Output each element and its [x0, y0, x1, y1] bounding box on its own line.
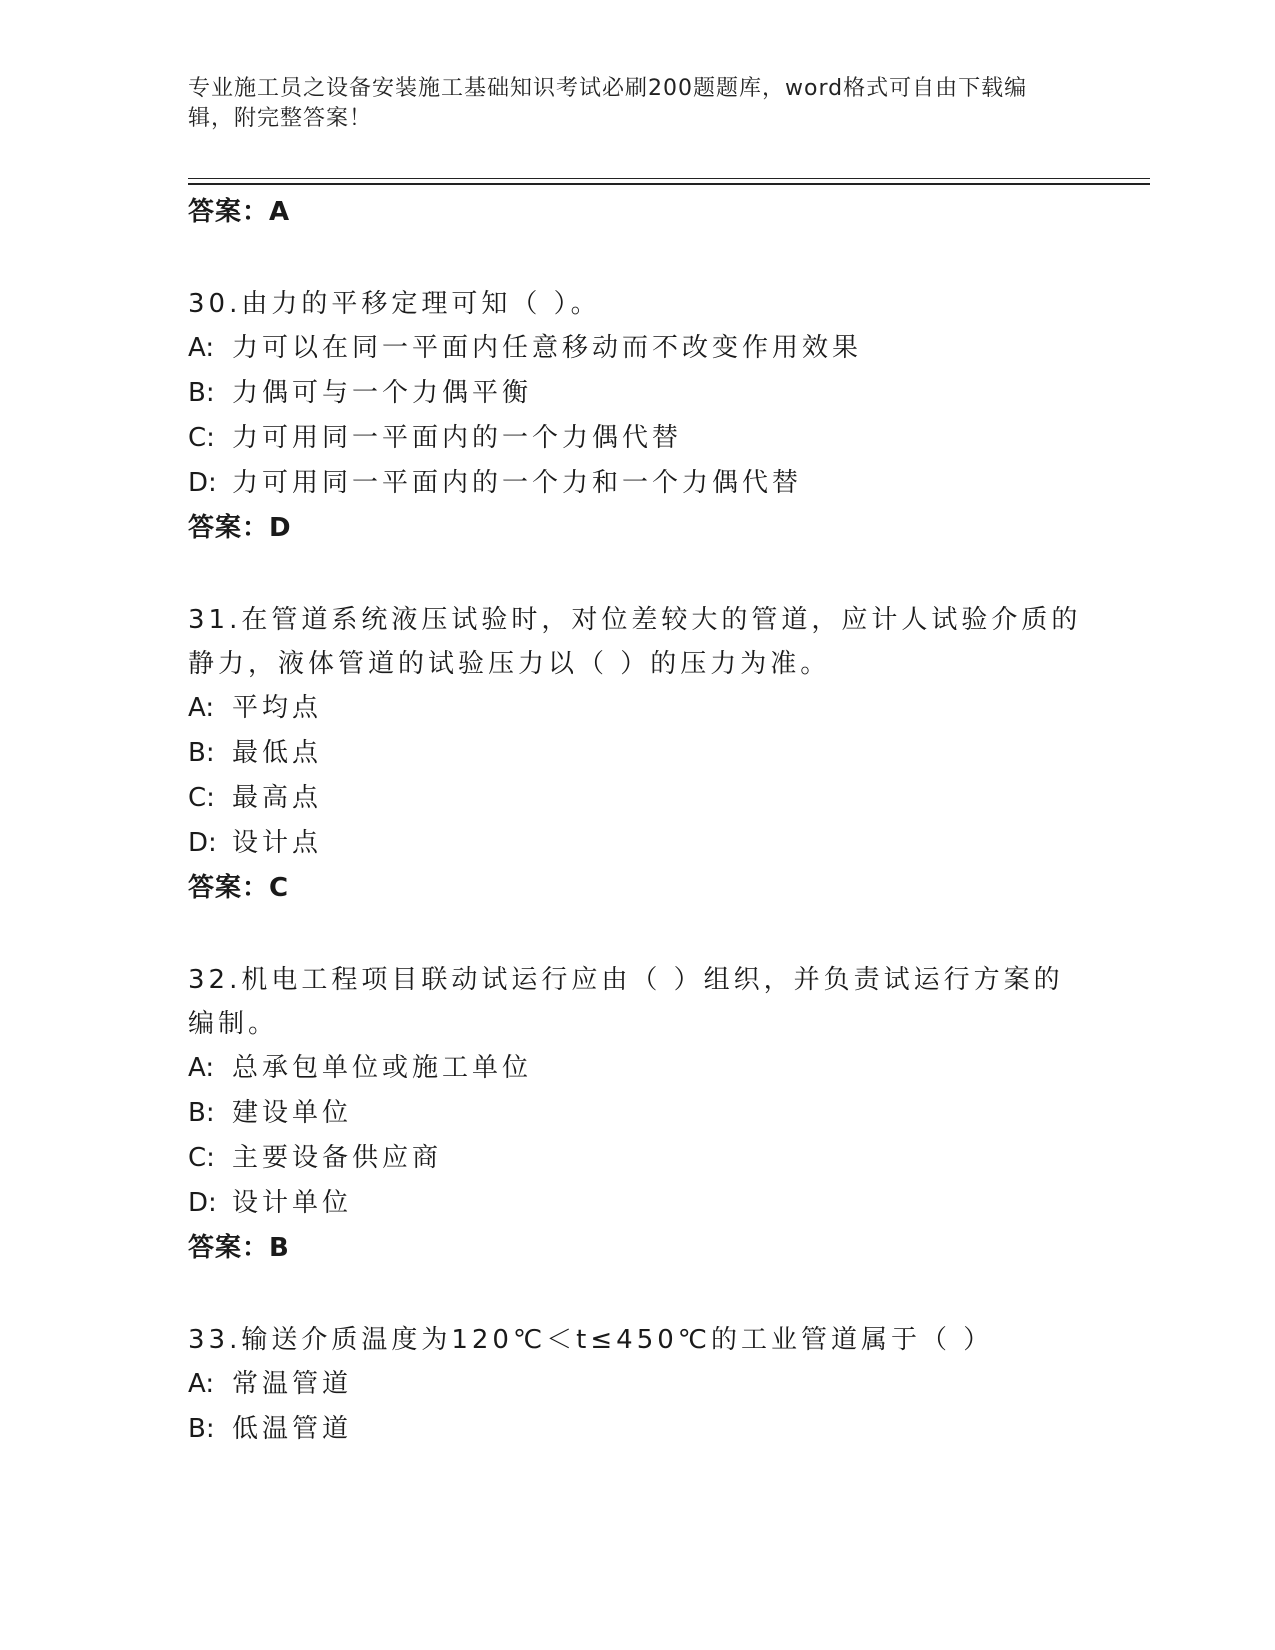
option-text: 低温管道	[232, 1414, 353, 1444]
previous-answer: 答案：A	[188, 197, 291, 227]
question-32	[188, 958, 1088, 1270]
question-stem: 32.机电工程项目联动试运行应由（ ）组织，并负责试运行方案的编制。	[188, 965, 1064, 1039]
option-text: 常温管道	[232, 1369, 353, 1399]
question-stem: 33.输送介质温度为120℃＜t≤450℃的工业管道属于（ ）	[188, 1325, 994, 1355]
option-a	[188, 1362, 1088, 1407]
header-rule-thin	[188, 178, 1150, 179]
question-33	[188, 1318, 1088, 1452]
option-c	[188, 416, 1088, 461]
option-letter: B:	[188, 378, 215, 408]
option-letter: A:	[188, 1053, 215, 1083]
option-text: 主要设备供应商	[232, 1143, 443, 1173]
option-text: 力偶可与一个力偶平衡	[232, 378, 533, 408]
option-letter: A:	[188, 693, 215, 723]
option-text: 最低点	[232, 738, 323, 768]
option-c	[188, 1136, 1088, 1181]
answer: 答案：C	[188, 873, 290, 903]
option-letter: D:	[188, 468, 217, 498]
option-text: 建设单位	[232, 1098, 353, 1128]
option-letter: D:	[188, 1188, 217, 1218]
option-text: 总承包单位或施工单位	[232, 1053, 533, 1083]
option-a	[188, 686, 1088, 731]
option-letter: C:	[188, 423, 215, 453]
option-letter: C:	[188, 783, 215, 813]
answer: 答案：B	[188, 1233, 290, 1263]
option-letter: B:	[188, 1098, 215, 1128]
option-d	[188, 1181, 1088, 1226]
option-a	[188, 1046, 1088, 1091]
question-30	[188, 282, 1088, 550]
option-text: 设计单位	[232, 1188, 353, 1218]
page-header: 专业施工员之设备安装施工基础知识考试必刷200题题库，word格式可自由下载编辑，附完整答案！	[188, 76, 1028, 131]
option-letter: B:	[188, 1414, 215, 1444]
option-text: 力可用同一平面内的一个力和一个力偶代替	[232, 468, 803, 498]
answer: 答案：D	[188, 513, 292, 543]
option-text: 力可以在同一平面内任意移动而不改变作用效果	[232, 333, 863, 363]
question-31	[188, 598, 1088, 910]
option-letter: A:	[188, 333, 215, 363]
option-letter: D:	[188, 828, 217, 858]
option-b	[188, 731, 1088, 776]
option-text: 力可用同一平面内的一个力偶代替	[232, 423, 683, 453]
option-b	[188, 371, 1088, 416]
option-c	[188, 776, 1088, 821]
option-letter: B:	[188, 738, 215, 768]
option-text: 设计点	[232, 828, 323, 858]
option-d	[188, 461, 1088, 506]
question-stem: 30.由力的平移定理可知（ ）。	[188, 289, 601, 319]
option-d	[188, 821, 1088, 866]
option-b	[188, 1407, 1088, 1452]
option-letter: C:	[188, 1143, 215, 1173]
option-b	[188, 1091, 1088, 1136]
option-text: 平均点	[232, 693, 323, 723]
question-stem: 31.在管道系统液压试验时，对位差较大的管道，应计人试验介质的静力，液体管道的试验压力以（ ）的压力为准。	[188, 605, 1082, 679]
option-letter: A:	[188, 1369, 215, 1399]
option-text: 最高点	[232, 783, 323, 813]
question-list	[188, 190, 1088, 1452]
option-a	[188, 326, 1088, 371]
header-rule-thick	[188, 183, 1150, 185]
